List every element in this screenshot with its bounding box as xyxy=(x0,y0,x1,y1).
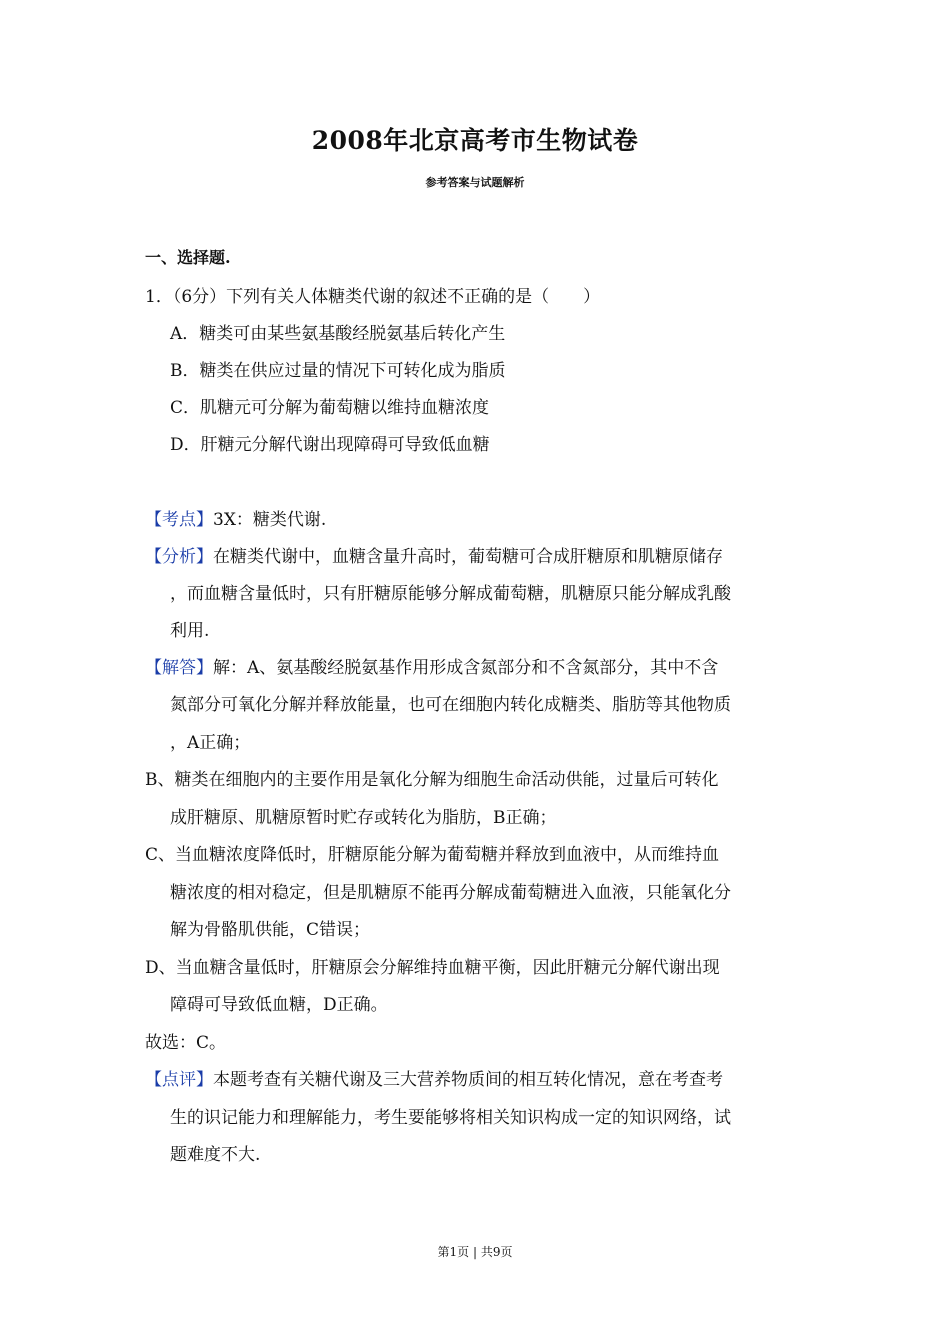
option-b: B．糖类在供应过量的情况下可转化成为脂质 xyxy=(170,361,506,381)
jieda-tag: 【解答】 xyxy=(145,658,213,678)
question-stem: 1．（6分）下列有关人体糖类代谢的叙述不正确的是（ ） xyxy=(145,287,601,307)
option-a: A．糖类可由某些氨基酸经脱氨基后转化产生 xyxy=(170,324,506,344)
document-title: 2008年北京高考市生物试卷 xyxy=(311,126,639,155)
dianping-tag: 【点评】 xyxy=(145,1070,213,1090)
option-c: C．肌糖元可分解为葡萄糖以维持血糖浓度 xyxy=(170,398,490,418)
option-d: D．肝糖元分解代谢出现障碍可导致低血糖 xyxy=(170,435,490,455)
d-explanation-line-1: D、当血糖含量低时，肝糖原会分解维持血糖平衡，因此肝糖元分解代谢出现 xyxy=(145,958,720,978)
fenxi-text: 在糖类代谢中，血糖含量升高时，葡萄糖可合成肝糖原和肌糖原储存 xyxy=(213,547,723,567)
dianping-line-1 xyxy=(145,1068,723,1092)
jieda-line-3: ，A正确； xyxy=(170,733,251,753)
fenxi-line-3: 利用. xyxy=(170,621,210,641)
jieda-text: 解：A、氨基酸经脱氨基作用形成含氮部分和不含氮部分，其中不含 xyxy=(213,658,719,678)
jieda-line-2: 氮部分可氧化分解并释放能量，也可在细胞内转化成糖类、脂肪等其他物质 xyxy=(170,695,731,715)
c-explanation-line-3: 解为骨骼肌供能，C错误； xyxy=(170,920,371,940)
kaodian-text: 3X：糖类代谢. xyxy=(213,510,327,530)
jieda-line-1 xyxy=(145,656,718,680)
c-explanation-line-2: 糖浓度的相对稳定，但是肌糖原不能再分解成葡萄糖进入血液，只能氧化分 xyxy=(170,883,731,903)
d-explanation-line-2: 障碍可导致低血糖，D正确。 xyxy=(170,995,388,1015)
fenxi-line-2: ，而血糖含量低时，只有肝糖原能够分解成葡萄糖，肌糖原只能分解成乳酸 xyxy=(170,584,731,604)
document-subtitle: 参考答案与试题解析 xyxy=(425,176,525,189)
b-explanation-line-2: 成肝糖原、肌糖原暂时贮存或转化为脂肪，B正确； xyxy=(170,808,557,828)
dianping-line-2: 生的识记能力和理解能力，考生要能够将相关知识构成一定的知识网络，试 xyxy=(170,1108,731,1128)
dianping-text: 本题考查有关糖代谢及三大营养物质间的相互转化情况，意在考查考 xyxy=(213,1070,723,1090)
section-heading: 一、选择题. xyxy=(145,248,231,267)
fenxi-line-1 xyxy=(145,545,723,569)
dianping-line-3: 题难度不大. xyxy=(170,1145,261,1165)
kaodian-line xyxy=(145,508,326,532)
c-explanation-line-1: C、当血糖浓度降低时，肝糖原能分解为葡萄糖并释放到血液中，从而维持血 xyxy=(145,845,720,865)
b-explanation-line-1: B、糖类在细胞内的主要作用是氧化分解为细胞生命活动供能，过量后可转化 xyxy=(145,770,719,790)
kaodian-tag: 【考点】 xyxy=(145,510,213,530)
answer-line: 故选：C。 xyxy=(145,1033,227,1053)
page-footer: 第1页 | 共9页 xyxy=(437,1245,513,1259)
fenxi-tag: 【分析】 xyxy=(145,547,213,567)
